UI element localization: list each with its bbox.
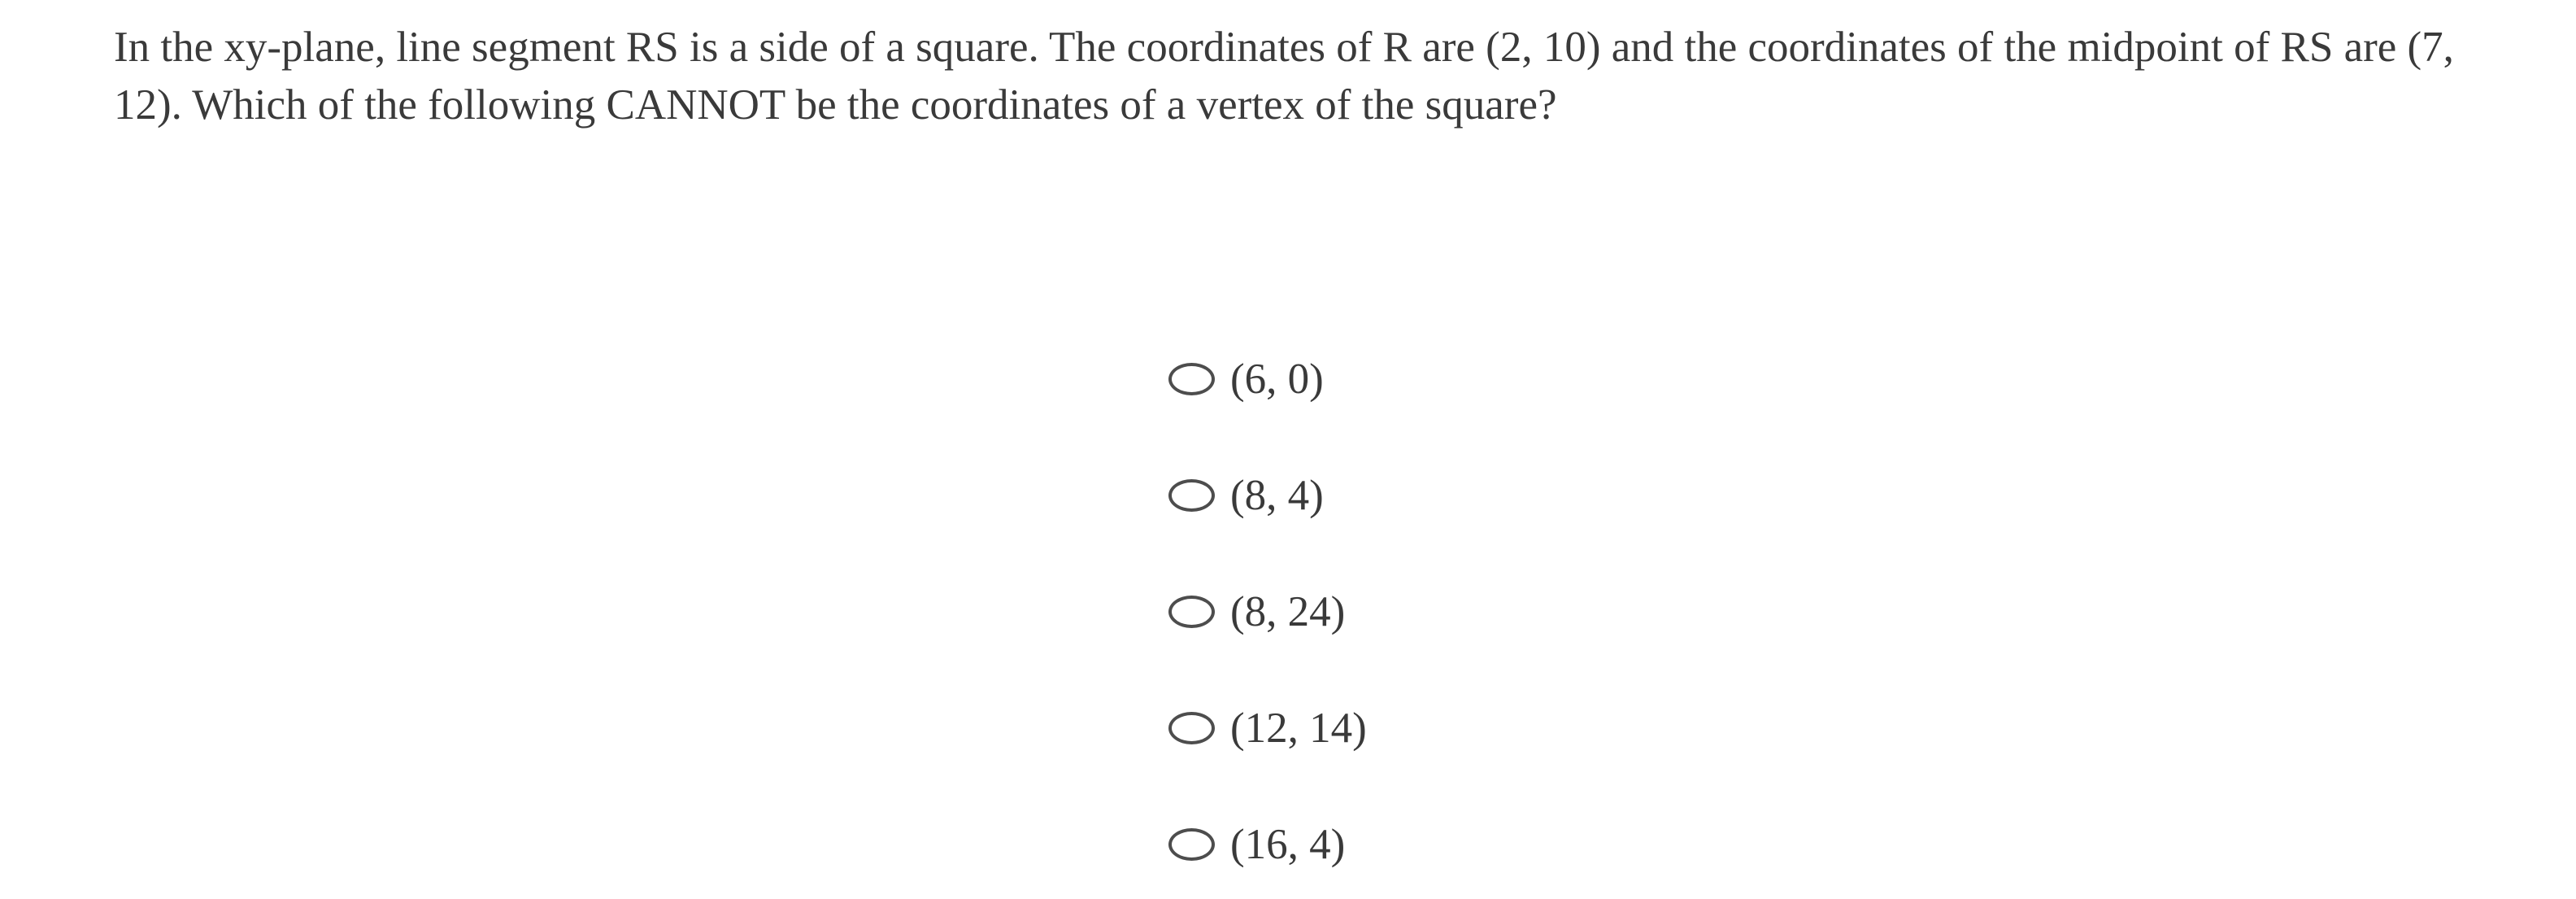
option-label: (8, 4) (1230, 471, 1324, 519)
option-row[interactable] (1168, 587, 1367, 635)
option-label: (12, 14) (1230, 704, 1367, 752)
option-row[interactable] (1168, 820, 1367, 868)
option-row[interactable] (1168, 471, 1367, 519)
radio-button-icon[interactable] (1168, 712, 1215, 744)
radio-button-icon[interactable] (1168, 479, 1215, 512)
option-row[interactable] (1168, 704, 1367, 752)
answer-options-list (1168, 355, 1367, 868)
radio-button-icon[interactable] (1168, 828, 1215, 861)
radio-button-icon[interactable] (1168, 363, 1215, 395)
option-row[interactable] (1168, 355, 1367, 403)
option-label: (6, 0) (1230, 355, 1324, 403)
radio-button-icon[interactable] (1168, 596, 1215, 628)
option-label: (16, 4) (1230, 820, 1346, 868)
question-text: In the xy-plane, line segment RS is a side of a square. The coordinates of R are (2, 10) and the coordinates of the midpoint of RS are (7, 12). Which of the following CANNOT be the coordinates of a vertex of the square? (114, 24, 2454, 129)
option-label: (8, 24) (1230, 587, 1346, 635)
